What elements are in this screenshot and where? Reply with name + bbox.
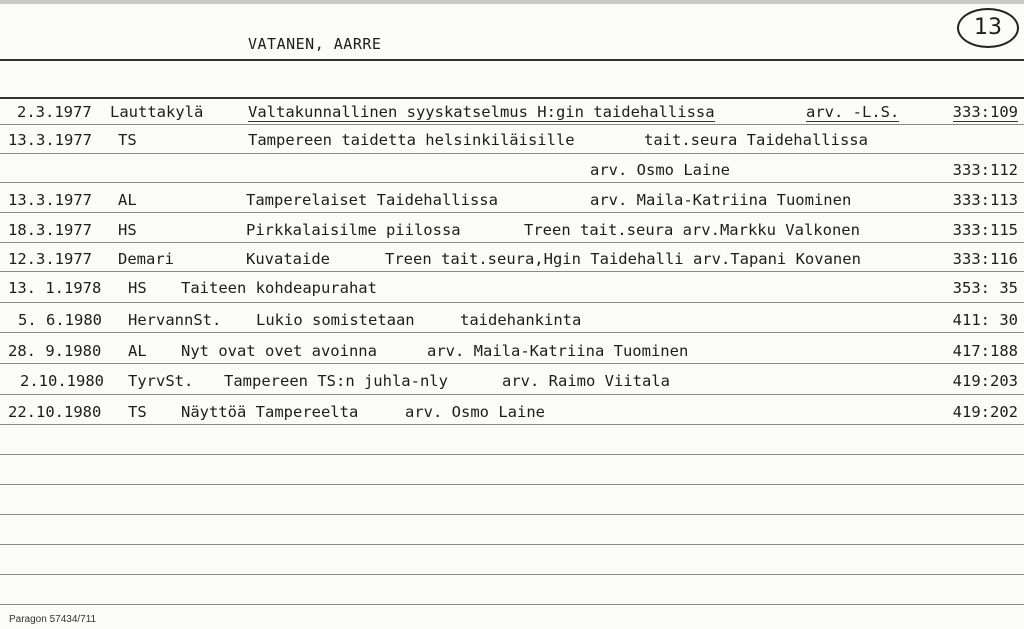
entry-source: TS bbox=[118, 131, 137, 149]
table-top-rule bbox=[0, 97, 1024, 99]
entry-note: arv. Maila-Katriina Tuominen bbox=[427, 342, 689, 360]
entry-date: 18.3.1977 bbox=[8, 221, 92, 239]
entry-source: HS bbox=[128, 279, 147, 297]
entry-ref: 333:115 bbox=[952, 221, 1018, 239]
table-row bbox=[0, 279, 1024, 299]
entry-date: 5. 6.1980 bbox=[18, 311, 102, 329]
entry-note: tait.seura Taidehallissa bbox=[644, 131, 868, 149]
rule-line bbox=[0, 574, 1024, 575]
rule-line bbox=[0, 271, 1024, 272]
entry-title: Taiteen kohdeapurahat bbox=[181, 279, 377, 297]
table-row bbox=[0, 311, 1024, 331]
entry-date: 2.3.1977 bbox=[17, 103, 92, 121]
rule-line bbox=[0, 514, 1024, 515]
entry-title: Lukio somistetaan bbox=[256, 311, 415, 329]
entry-ref: 333:116 bbox=[952, 250, 1018, 268]
entry-title: Nyt ovat ovet avoinna bbox=[181, 342, 377, 360]
entry-date: 28. 9.1980 bbox=[8, 342, 102, 360]
card-heading-name: VATANEN, AARRE bbox=[248, 35, 382, 53]
entry-title: Pirkkalaisilme piilossa bbox=[246, 221, 461, 239]
entry-title: Tampereen taidetta helsinkiläisille bbox=[248, 131, 575, 149]
rule-line bbox=[0, 153, 1024, 154]
table-row bbox=[0, 161, 1024, 181]
entry-title: Tampereen TS:n juhla-nly bbox=[224, 372, 448, 390]
entry-ref: 419:202 bbox=[952, 403, 1018, 421]
rule-line bbox=[0, 424, 1024, 425]
entry-title: Tamperelaiset Taidehallissa bbox=[246, 191, 498, 209]
entry-ref: 417:188 bbox=[952, 342, 1018, 360]
entry-note: arv. -L.S. bbox=[806, 103, 900, 121]
entry-ref: 333:113 bbox=[952, 191, 1018, 209]
entry-note: arv. Osmo Laine bbox=[590, 161, 730, 179]
table-row bbox=[0, 131, 1024, 151]
rule-line bbox=[0, 124, 1024, 125]
card-number-circle: 13 bbox=[957, 8, 1019, 48]
rule-line bbox=[0, 484, 1024, 485]
table-row bbox=[0, 403, 1024, 423]
entry-title: Kuvataide bbox=[246, 250, 330, 268]
entry-ref: 419:203 bbox=[952, 372, 1018, 390]
entry-date: 12.3.1977 bbox=[8, 250, 92, 268]
entry-note: Treen tait.seura,Hgin Taidehalli arv.Tapani Kovanen bbox=[385, 250, 861, 268]
rule-line bbox=[0, 302, 1024, 303]
header-rule bbox=[0, 59, 1024, 61]
entry-ref: 333:109 bbox=[952, 103, 1018, 121]
entry-source: TS bbox=[128, 403, 147, 421]
table-row bbox=[0, 250, 1024, 270]
entry-source: TyrvSt. bbox=[128, 372, 194, 390]
entry-ref: 353: 35 bbox=[952, 279, 1018, 297]
entry-date: 13.3.1977 bbox=[8, 131, 92, 149]
entry-source: Lauttakylä bbox=[110, 103, 204, 121]
printer-imprint: Paragon 57434/711 bbox=[9, 614, 97, 625]
rule-line bbox=[0, 454, 1024, 455]
rule-line bbox=[0, 604, 1024, 605]
rule-line bbox=[0, 212, 1024, 213]
entry-title: Näyttöä Tampereelta bbox=[181, 403, 359, 421]
entry-ref: 333:112 bbox=[952, 161, 1018, 179]
entry-date: 13.3.1977 bbox=[8, 191, 92, 209]
entry-note: Treen tait.seura arv.Markku Valkonen bbox=[524, 221, 860, 239]
entry-title: Valtakunnallinen syyskatselmus H:gin taidehallissa bbox=[248, 103, 715, 121]
table-row bbox=[0, 372, 1024, 392]
rule-line bbox=[0, 242, 1024, 243]
table-row bbox=[0, 221, 1024, 241]
table-row bbox=[0, 342, 1024, 362]
entry-source: HS bbox=[118, 221, 137, 239]
entry-date: 22.10.1980 bbox=[8, 403, 102, 421]
table-row bbox=[0, 103, 1024, 123]
table-row bbox=[0, 191, 1024, 211]
entry-date: 2.10.1980 bbox=[20, 372, 104, 390]
rule-line bbox=[0, 544, 1024, 545]
entry-source: Demari bbox=[118, 250, 174, 268]
rule-line bbox=[0, 332, 1024, 333]
entry-note: arv. Maila-Katriina Tuominen bbox=[590, 191, 852, 209]
rule-line bbox=[0, 394, 1024, 395]
entry-source: AL bbox=[128, 342, 147, 360]
entry-source: HervannSt. bbox=[128, 311, 222, 329]
rule-line bbox=[0, 182, 1024, 183]
entry-note: arv. Osmo Laine bbox=[405, 403, 545, 421]
entry-date: 13. 1.1978 bbox=[8, 279, 102, 297]
entry-source: AL bbox=[118, 191, 137, 209]
entry-note: taidehankinta bbox=[460, 311, 582, 329]
scan-edge bbox=[0, 0, 1024, 4]
rule-line bbox=[0, 363, 1024, 364]
entry-note: arv. Raimo Viitala bbox=[502, 372, 670, 390]
entry-ref: 411: 30 bbox=[952, 311, 1018, 329]
